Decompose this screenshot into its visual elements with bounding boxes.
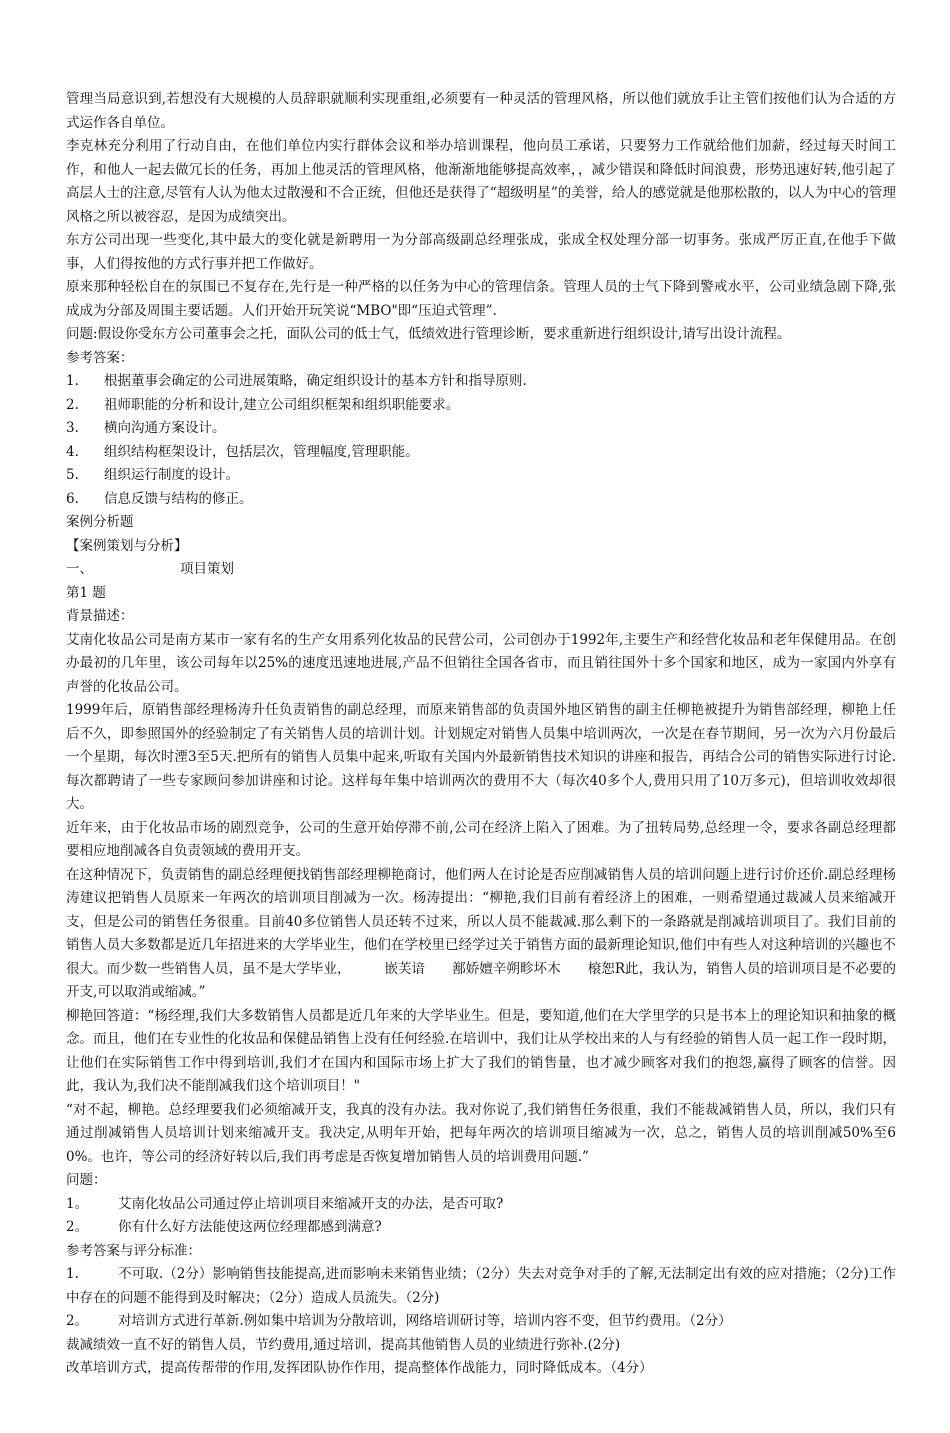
design-step — [66, 464, 896, 488]
case-paragraph: 近年来，由于化妆品市场的剧烈竞争，公司的生意开始停滞不前,公司在经济上陷入了困难。为了扭转局势,总经理一令，要求各副总经理都要相应地削减各自负责领域的费用开支。 — [66, 819, 896, 859]
background-label: 背景描述： — [66, 608, 134, 624]
design-step — [66, 370, 896, 394]
answer-item-text: 不可取.（2分）影响销售技能提高,进而影响未来销售业绩；（2分）失去对竞争对手的了解,无法制定出有效的应对措施；（2分)工作中存在的问题不能得到及时解决；（2分）造成人员流失。（2分) — [66, 1266, 896, 1306]
questions-label: 问题： — [66, 1172, 107, 1188]
section-subtitle: 【案例策划与分析】 — [66, 537, 188, 554]
section-title: 案例分析题 — [66, 514, 134, 530]
case-paragraph: 柳艳回答道：“杨经理,我们大多数销售人员都是近几年来的大学毕业生。但是，要知道,他们在大学里学的只是书本上的理论知识和抽象的概念。而且，他们在专业性的化妆品和保健品销售上没有任何经验.在培训中，我们让从学校出来的人与有经验的销售人员一起工作一段时期，让他们在实际销售工作中得到培训,我们才在国内和国际市场上扩大了我们的销售量，也才减少顾客对我们的抱怨,赢得了顾客的信誉。因此，我认为,我们决不能削减我们这个培训项目！" — [66, 1007, 896, 1094]
case-paragraph: “对不起，柳艳。总经理要我们必须缩减开支，我真的没有办法。我对你说了,我们销售任务很重，我们不能裁减销售人员，所以，我们只有通过削减销售人员培训计划来缩减开支。我决定,从明年开始，把每年两次的培训项目缩减为一次，总之，销售人员的培训削减50%至60%。也许，等公司的经济好转以后,我们再考虑是否恢复增加销售人员的培训费用问题.” — [66, 1101, 896, 1165]
step-text: 组织结构框架设计，包括层次，管理幅度,管理职能。 — [104, 443, 419, 460]
step-text: 信息反馈与结构的修正。 — [104, 490, 253, 507]
part-number: 一、 — [66, 561, 93, 577]
design-step — [66, 417, 896, 441]
step-number: 5. — [66, 467, 79, 483]
answer-item — [66, 1310, 896, 1334]
step-text: 横向沟通方案设计。 — [104, 420, 226, 436]
part-title: 项目策划 — [180, 561, 234, 577]
answer-detail: 裁减绩效一直不好的销售人员，节约费用,通过培训，提高其他销售人员的业绩进行弥补.(2分) — [66, 1336, 621, 1353]
question-item-number: 2。 — [66, 1219, 89, 1235]
question-item — [66, 1216, 896, 1240]
question-number: 第1 题 — [66, 584, 106, 601]
question-item-number: 1。 — [66, 1195, 89, 1212]
answer-label: 参考答案： — [66, 349, 134, 366]
case-paragraph: 在这种情况下，负责销售的副总经理便找销售部经理柳艳商讨，他们两人在讨论是否应削减销售人员的培训问题上进行讨价还价.副总经理杨涛建议把销售人员原来一年两次的培训项目削减为一次。杨涛提出：“柳艳,我们目前有着经济上的困难，一则希望通过裁减人员来缩减开支，但是公司的销售任务很重。目前40多位销售人员还转不过来，所以人员不能裁减.那么剩下的一条路就是削减培训项目了。我们目前的销售人员大多数都是近几年招进来的大学毕业生，他们在学校里已经学过关于销售方面的最新理论知识,他们中有些人对这种培训的兴趣也不很大。而少数一些销售人员，虽不是大学毕业， 嵌芙谙 鄯娇嬗辛朔畛坏木 榱恕R此，我认为，销售人员的培训项目是不必要的开支,可以取消或缩减。” — [66, 866, 896, 1000]
question-item — [66, 1193, 896, 1217]
question-paragraph: 问题:假设你受东方公司董事会之托，面队公司的低士气，低绩效进行管理诊断，要求重新进行组织设计,请写出设计流程。 — [66, 326, 791, 342]
step-number: 4. — [66, 443, 79, 460]
answer-item — [66, 1263, 896, 1310]
step-text: 祖师职能的分析和设计,建立公司组织框架和组织职能要求。 — [104, 396, 460, 413]
intro-paragraph: 原来那种轻松自在的氛围已不复存在,先行是一种严格的以任务为中心的管理信条。管理人员的士气下降到警戒水平，公司业绩急剧下降,张成成为分部及周围主要话题。人们开始开玩笑说“MBO"即“压迫式管理”. — [66, 279, 896, 319]
step-number: 2. — [66, 396, 79, 413]
part-heading — [66, 558, 896, 582]
answer-detail: 改革培训方式，提高传帮带的作用,发挥团队协作作用，提高整体作战能力，同时降低成本。（4分） — [66, 1360, 653, 1376]
intro-paragraph: 管理当局意识到,若想没有大规模的人员辞职就顺利实现重组,必须要有一种灵活的管理风格，所以他们就放手让主管们按他们认为合适的方式运作各自单位。 — [66, 91, 896, 131]
design-step — [66, 394, 896, 418]
step-number: 3. — [66, 420, 79, 436]
step-number: 1. — [66, 373, 79, 389]
case-paragraph: 1999年后，原销售部经理杨涛升任负责销售的副总经理，而原来销售部的负责国外地区销售的副主任柳艳被提升为销售部经理，柳艳上任后不久，即参照国外的经验制定了有关销售人员的培训计划。计划规定对销售人员集中培训两次，一次是在春节期间，另一次为六月份最后一个星期，每次时湮3至5天.把所有的销售人员集中起来,听取有关国内外最新销售技术知识的讲座和报告，再结合公司的销售实际进行讨论.每次都聘请了一些专家顾问参加讲座和讨论。这样每年集中培训两次的费用不大（每次40多个人,费用只用了10万多元)，但培训收效却很大。 — [66, 702, 896, 812]
design-step — [66, 441, 896, 465]
answer-item-number: 1. — [66, 1266, 79, 1282]
answer-item-text: 对培训方式进行革新.例如集中培训为分散培训，网络培训研讨等，培训内容不变，但节约费用。（2分） — [118, 1313, 732, 1329]
step-text: 组织运行制度的设计。 — [104, 467, 239, 483]
answer-item-number: 2。 — [66, 1313, 89, 1329]
intro-paragraph: 东方公司出现一些变化,其中最大的变化就是新聘用一为分部高级副总经理张成，张成全权处理分部一切事务。张成严厉正直,在他手下做事，人们得按他的方式行事并把工作做好。 — [66, 232, 896, 272]
intro-paragraph: 李克林充分利用了行动自由，在他们单位内实行群体会议和举办培训课程，他向员工承诺，只要努力工作就给他们加薪，经过每天时间工作，和他人一起去做冗长的任务，再加上他灵活的管理风格，他渐渐地能够提高效率，，减少错误和降低时间浪费，形势迅速好转,他引起了高层人士的注意,尽管有人认为他太过散漫和不合正统，但他还是获得了“超级明星”的美誉，给人的感觉就是他那松散的，以人为中心的管理风格之所以被容忍，是因为成绩突出。 — [66, 138, 896, 225]
case-paragraph: 艾南化妆品公司是南方某市一家有名的生产女用系列化妆品的民营公司，公司创办于1992年,主要生产和经营化妆品和老年保健用品。在创办最初的几年里，该公司每年以25%的速度迅速地进展,产品不但销往全国各省市，而且销往国外十多个国家和地区，成为一家国内外享有声誉的化妆品公司。 — [66, 631, 896, 695]
step-number: 6. — [66, 490, 79, 507]
answers-label: 参考答案与评分标准： — [66, 1242, 201, 1259]
question-item-text: 艾南化妆品公司通过停止培训项目来缩减开支的办法，是否可取? — [118, 1195, 504, 1212]
question-item-text: 你有什么好方法能使这两位经理都感到满意? — [118, 1219, 382, 1235]
document-body — [66, 88, 896, 1381]
design-step — [66, 488, 896, 512]
step-text: 根据董事会确定的公司进展策略，确定组织设计的基本方针和指导原则. — [104, 373, 527, 389]
